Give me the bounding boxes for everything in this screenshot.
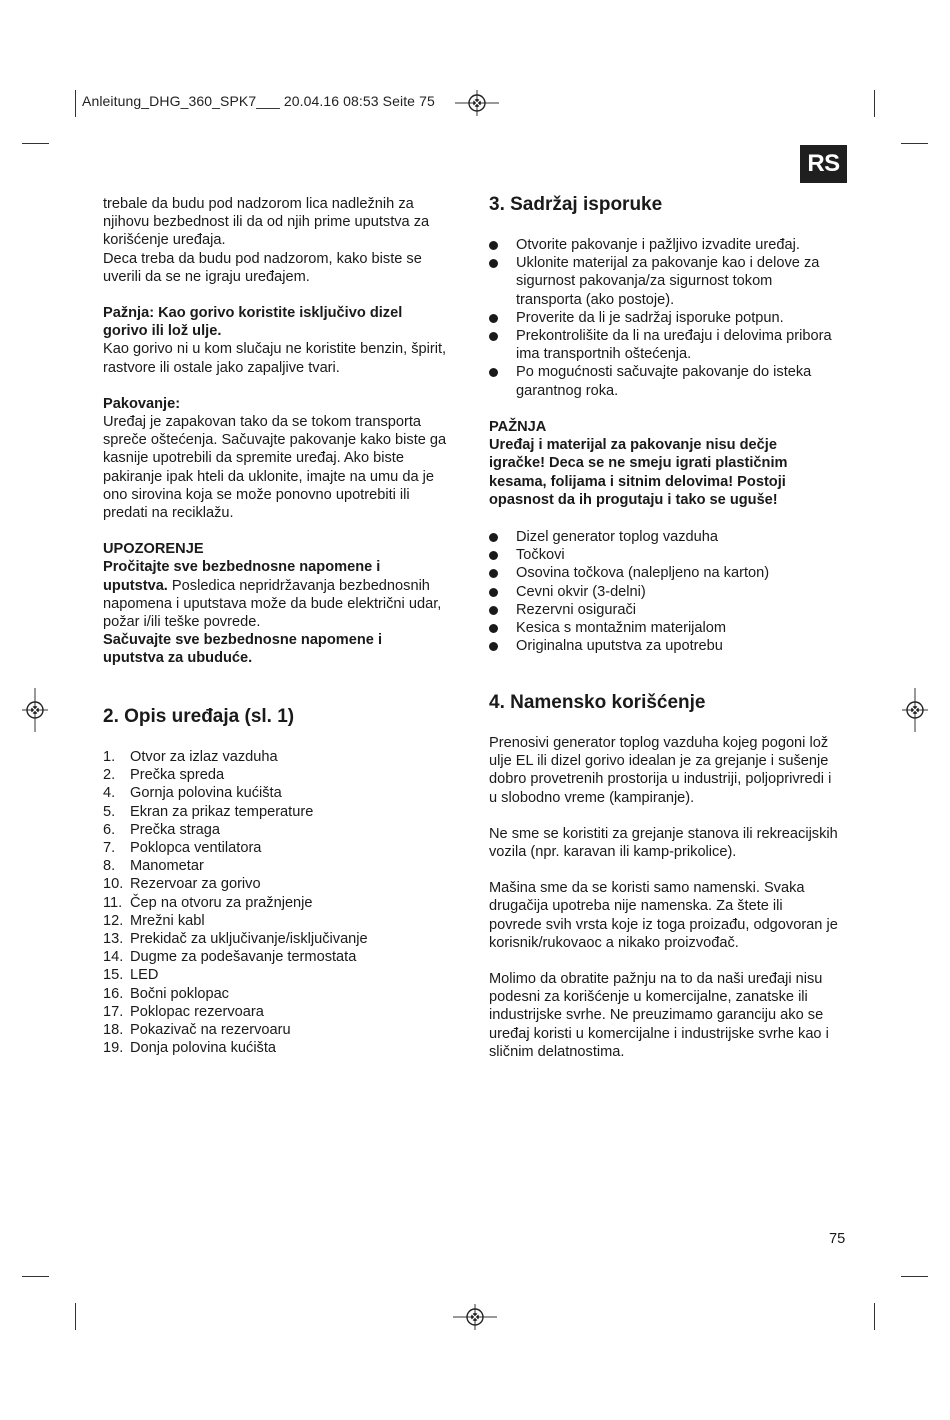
text-line: rastvore ili ostale jako zapaljive tvari. [103,359,340,376]
registration-mark-icon [455,90,499,116]
list-item: Prekontrolišite da li na uređaju i delovima pribora ima transportnih oštećenja. [489,327,854,363]
list-item: 19. Donja polovina kućišta [103,1040,277,1057]
text-line: požar i/ili teške povrede. [103,614,261,631]
text-line: Mašina sme da se koristi samo namenski. Svaka [489,880,805,897]
list-item: Originalna uputstva za upotrebu [489,637,854,655]
text-line: u slobodno vreme (kampiranje). [489,789,695,806]
list-item: Dizel generator toplog vazduha [489,528,854,546]
text-line [103,577,463,595]
intro-paragraph [103,195,463,286]
list-item: 4. Gornja polovina kućišta [103,785,282,802]
text-line: spreče oštećenja. Sačuvajte pakovanje kako biste ga [103,432,447,449]
text-line: uverili da se ne igraju uređajem. [103,268,310,285]
list-item: 1. Otvor za izlaz vazduha [103,749,278,765]
page-number: 75 [829,1231,846,1247]
text-line: Pročitajte sve bezbednosne napomene i [103,559,381,576]
intended-use-text [489,734,854,1061]
paragraph [489,970,854,1061]
list-item: 13. Prekidač za uključivanje/isključivanje [103,931,368,948]
text-line: podesni za korišćenje u komercijalne, zanatske ili [489,989,808,1006]
list-item: 7. Poklopca ventilatora [103,840,262,857]
list-item: 18. Pokazivač na rezervoaru [103,1022,291,1039]
paragraph [489,879,854,952]
text-line: kasnije upotrebili da spremite uređaj. Ako biste [103,450,404,467]
crop-mark [874,1303,875,1330]
section-4-title: 4. Namensko korišćenje [489,692,706,713]
list-item: 16. Bočni poklopac [103,985,229,1002]
crop-mark [22,143,49,144]
registration-mark-icon [902,688,928,732]
packing-heading: Pakovanje: [103,395,181,412]
list-item: Po mogućnosti sačuvajte pakovanje do isteka garantnog roka. [489,363,854,399]
text-line: ono sirovina koja se može ponovno upotrebiti ili [103,486,410,503]
list-item: Proverite da li je sadržaj isporuke potpun. [489,309,854,327]
list-item: 15. LED [103,967,159,984]
crop-mark [75,90,76,117]
text-line: pakiranje ipak hteli da uklonite, imajte na umu da je [103,468,434,485]
registration-mark-icon [453,1304,497,1330]
text-rest: Posledica nepridržavanja bezbednosnih [167,577,430,594]
text-line: sličnim delatnostima. [489,1043,625,1060]
text-line: Kao gorivo ni u kom slučaju ne koristite benzin, špirit, [103,341,447,358]
registration-mark-icon [22,688,48,732]
text-line: uputstva za ubuduće. [103,650,253,667]
text-line: gorivo ili lož ulje. [103,323,222,340]
warning-heading: UPOZORENJE [103,541,204,558]
text-bold: uputstva. [103,577,168,594]
text-line: opasnost da ih progutaju i tako se uguše! [489,491,778,508]
crop-mark [901,143,928,144]
section-2-title: 2. Opis uređaja (sl. 1) [103,706,295,727]
list-item: 6. Prečka straga [103,821,221,838]
text-line: predati na reciklažu. [103,505,234,522]
packing-section [103,395,463,522]
text-line: Deca treba da budu pod nadzorom, kako biste se [103,250,422,267]
text-line: trebale da budu pod nadzorom lica nadležnih za [103,196,414,212]
list-item: Kesica s montažnim materijalom [489,619,854,637]
text-line: Ne sme se koristiti za grejanje stanova ili rekreacijskih [489,825,838,842]
caution-box [489,418,854,509]
list-item: Rezervni osigurači [489,601,854,619]
list-item: 11. Čep na otvoru za pražnjenje [103,894,313,911]
contents-list [489,528,854,655]
paragraph [489,825,854,861]
crop-mark [874,90,875,117]
list-item: 2. Prečka spreda [103,767,225,784]
text-line: dobro provetrenih prostorija u industriji, poljoprivredi i [489,771,832,788]
text-line: industrijske svrhe. Ne preuzimamo garanciju ako se [489,1007,824,1024]
text-line: Pažnja: Kao gorivo koristite isključivo dizel [103,305,403,322]
text-line: ulje EL ili dizel gorivo idealan je za grejanje i sušenje [489,753,829,770]
text-line: korišćenje uređaja. [103,232,226,249]
language-badge: RS [800,145,847,183]
fuel-notice [103,304,463,377]
text-line: korisnik/rukovaoc a nikako proizvođač. [489,934,739,951]
text-line: kesama, folijama i sitnim delovima! Postoji [489,473,786,490]
text-line: igračke! Deca se ne smeju igrati plastičnim [489,455,788,472]
crop-mark [75,1303,76,1330]
list-item: Osovina točkova (nalepljeno na karton) [489,564,854,582]
left-column [103,195,463,668]
list-item: 5. Ekran za prikaz temperature [103,803,314,820]
list-item: 10. Rezervoar za gorivo [103,876,261,893]
section-3-title: 3. Sadržaj isporuke [489,194,663,215]
list-item: Uklonite materijal za pakovanje kao i delove za sigurnost pakovanja/za sigurnost tokom transporta (ako postoje). [489,254,854,309]
print-header: Anleitung_DHG_360_SPK7___ 20.04.16 08:53 Seite 75 [82,93,435,109]
text-line: Prenosivi generator toplog vazduha kojeg pogoni lož [489,735,829,751]
text-line: Molimo da obratite pažnju na to da naši uređaji nisu [489,971,823,988]
crop-mark [22,1276,49,1277]
list-item: 14. Dugme za podešavanje termostata [103,949,357,966]
list-item: 12. Mrežni kabl [103,912,205,929]
warning-section [103,540,463,667]
text-line: drugačija upotreba nije namenska. Za štete ili [489,898,783,915]
list-item: 17. Poklopac rezervoara [103,1003,264,1020]
parts-list [103,748,463,1057]
text-line: napomena i uputstava može da bude električni udar, [103,595,442,612]
delivery-steps-list [489,236,854,400]
crop-mark [901,1276,928,1277]
text-line: Uređaj je zapakovan tako da se tokom transporta [103,414,421,431]
text-line: povrede svih vrsta koje iz toga proizađu, odgovoran je [489,916,838,933]
text-line: Uređaj i materijal za pakovanje nisu dečje [489,437,777,454]
text-line: Sačuvajte sve bezbednosne napomene i [103,632,382,649]
list-item: 8. Manometar [103,858,204,875]
list-item: Točkovi [489,546,854,564]
list-item: Otvorite pakovanje i pažljivo izvadite uređaj. [489,236,854,254]
paragraph [489,734,854,807]
text-line: njihovu bezbednost ili da od njih prime uputstva za [103,214,430,231]
list-item: Cevni okvir (3-delni) [489,583,854,601]
text-line: vozila (npr. karavan ili kamp-prikolice). [489,844,737,861]
caution-heading: PAŽNJA [489,419,547,435]
text-line: uređaj koristi u komercijalne i industrijske svrhe kao i [489,1025,829,1042]
